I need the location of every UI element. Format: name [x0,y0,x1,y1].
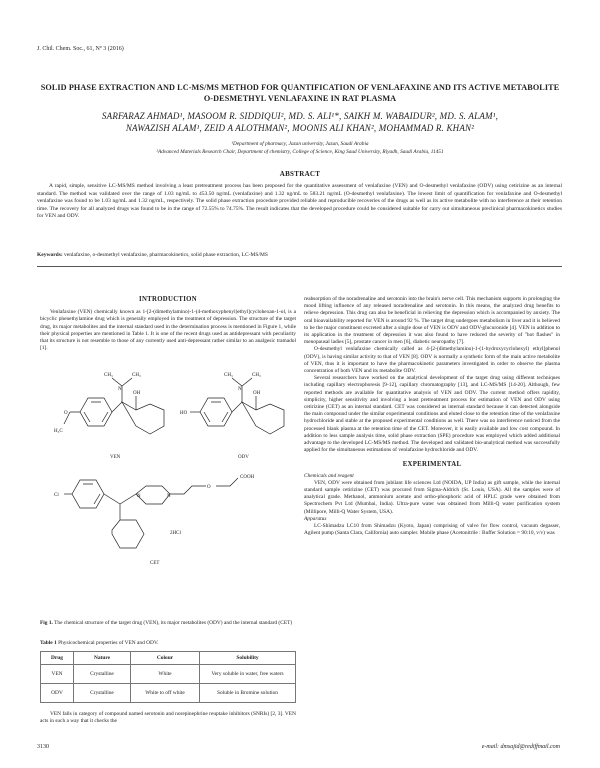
cet-n-label-1: N [137,494,141,499]
odv-n-label: N [238,387,242,392]
odv-label: ODV [238,455,249,460]
table-row [41,665,296,684]
figure-1-caption [40,620,296,627]
table-1 [40,651,296,703]
experimental-heading: EXPERIMENTAL [402,461,462,469]
affiliation-1: ¹Department of pharmacy, Jazan university, Jazan, Saudi Arabia [231,141,369,147]
table-header-cell: Nature [74,652,131,665]
cet-double-bonds-1 [83,484,100,504]
ven-ch3-label-2: CH₃ [104,373,113,378]
odv-ch3-label-2: CH₃ [224,373,233,378]
odv-ch3-label: CH₃ [252,373,261,378]
odv-cyclohexane-ring [242,402,284,434]
keywords-text: venlafaxine, o-desmethyl venlafaxine, pharmacokinetics, solid phase extraction, LC-MS/MS [62,252,268,258]
ven-double-bonds [84,402,108,422]
cet-acid-chain [216,478,238,486]
affiliation-2: ²Advanced Materials Research Chair, Department of chemistry, College of Science, King Saud University, Riyadh, Saudi Arabia, 11451 [156,149,444,155]
cet-o-label: O [207,485,211,490]
introduction-heading: INTRODUCTION [139,296,197,303]
paper-title: SOLID PHASE EXTRACTION AND LC-MS/MS METHOD FOR QUANTIFICATION OF VENLAFAXINE AND ITS ACTIVE METABOLITE O-DESMETHYL VENLAFAXINE IN RAT PLASMA [40,83,560,103]
intro-paragraph-1: Venlafaxine (VEN) chemically known as 1-[2-(dimethylamino)-1-(4-methoxyphenyl)ethyl]cyclohexan-1-ol, is a bicyclic phenethylamine drug which is generally employed in the treatment of depression. The structure of the target drug, its major metabolites and the internal standard used in the determination process is mentioned in Figure 1, while their physical properties are mentioned in Table 1. It is one of the recent drugs used as antidepressant with peculiarity that its structure is not resemble to those of any currently used anti-depressant rather similar to an analgesic tramadol [1]. [40,309,296,352]
cet-ethoxy-chain [170,486,206,494]
odv-ho-label: HO [180,411,188,416]
ven-ch3-label: CH₃ [132,373,141,378]
cet-cl-label: Cl [54,493,59,498]
author-list [40,111,560,134]
table-cell: VEN [41,665,74,684]
table-cell: Very soluble in water, free waters [200,665,296,684]
keywords-label: Keywords: [37,252,63,258]
odv-double-bonds [204,402,228,422]
cet-hcl-label: 2HCl [170,531,181,536]
table-header-cell: Colour [131,652,200,665]
table-cell: Crystalline [74,665,131,684]
ven-o-label: O [64,411,68,416]
keywords [37,252,562,258]
authors-line-2: NAWAZISH ALAM¹, ZEID A ALOTHMAN², MOONIS ALI KHAN², MOHAMMAD R. KHAN² [125,122,475,133]
ven-oh-label: OH [133,391,141,396]
odv-oh-label: OH [253,391,261,396]
apparatus-subheading: Apparatus [304,515,327,522]
table-1-caption [40,640,296,647]
abstract-text: A rapid, simple, sensitive LC-MS/MS method involving a least pretreatment process has been proposed for the quantitative assessment of venlafaxine (VEN) and O-desmethyl venlafaxine (ODV) using cetirizine as an internal standard. The method was validated over the range of 1.03 ng/mL to 453.50 ng/mL (venlafaxine) and 1.32 ng/mL to 583.21 ng/mL (O-desmethyl venlafaxine). The lowest limit of quantification for venlafaxine and O-desmethyl venlafaxine was found to be 1.03 ng/mL and 1.32 ng/mL, respectively. The solid phase extraction procedure provided reliable and reproducible recoveries of the drugs as well as its active metabolite with no interference at their retention time. The recovery for all analyzed drugs was found to be in the range of 72.55% to 74.75%. The result indicates that the developed procedure could be considered suitable for carry out simultaneous preclinical pharmacokinetics studies for VEN and ODV. [37,183,562,219]
ven-amine-chain [112,378,132,412]
cet-cooh-label: COOH [240,475,255,480]
chemicals-subheading: Chemicals and reagent [304,472,354,479]
table-1-caption-text: Physicochemical properties of VEN and ODV. [56,640,159,646]
table-cell: Crystalline [74,684,131,703]
figure-1-structures [40,364,296,664]
cet-benzhydryl [104,494,136,504]
right-paragraph-1: reabsorption of the noradrenaline and serotonin into the brain's nerve cell. This mechanism supports in prolonging the mood lifting influence of any released noradrenaline and serotonin. In this means, the analyzed drug benefits to relieve depression. This drug can also be beneficial in relieving the depression which is accompanied by anxiety. The oral bioavailability reported for VEN is around 92 %. The target drug undergoes metabolism in liver and it is believed to be the major constituent excreted after a single dose of VEN is ODV and ODV-glucuronide [4]. VEN in addition to its application in the treatment of depression it was also found to have reduced the severity of "hot flashes" in menopausal ladies [5], prostate cancer in men [6], diabetic neuropathy [7]. [304,296,560,346]
table-header-row [41,652,296,665]
journal-reference: J. Chil. Chem. Soc., 61, Nº 3 (2016) [37,46,124,52]
right-paragraph-4: VEN, ODV were obtained from jubilant life sciences Ltd (NOIDA, UP India) as gift sample, while the internal standard sample cetirizine (CET) was procured from Sigma-Aldrich (St. Louis, USA). All the samples were of analytical grade. Methanol, ammonium acetate and ortho-phosphoric acid of HPLC grade were obtained from Spectrochem Pvt Ltd (Mumbai, India). Ultra-pure water was obtained from Milli-Q water purification system (Millipore, Milli-Q Water System, USA). [304,479,560,515]
cet-piperazine-ring [136,486,170,504]
table-cell: White to off white [131,684,200,703]
table-cell: ODV [41,684,74,703]
table-1-label: Table 1 [40,640,57,646]
left-column-bottom [40,711,296,725]
figure-1-label: Fig 1. [40,620,53,626]
abstract-heading: ABSTRACT [279,170,321,178]
left-column [40,296,296,352]
odv-amine-chain [232,378,252,412]
table-header-cell: Drug [41,652,74,665]
table-cell: Soluble in Bromine solution [200,684,296,703]
table-header-cell: Solubility [200,652,296,665]
right-column [304,296,560,538]
ven-n-label: N [118,387,122,392]
corresponding-email: e-mail: dmsajid@rediffmail.com [481,744,560,750]
right-paragraph-5: LC-Shimadzu LC10 from Shimadzu (Kyoto, Japan) comprising of valve for flow control, vacuum degasser, Agilent pump (Santa Clara, California) auto sampler. Mobile phase (Acetonitrile : Buffer Solution = 90:10, v/v) was [304,523,560,537]
cet-phenyl-ring [112,520,144,548]
ven-label: VEN [110,455,121,460]
ven-h3c-label: H₃C [54,429,63,434]
right-paragraph-2: O-desmethyl venlafaxine chemically called as 4-[2-(dimethylamino)-1-(1-hydroxycyclohexyl) ethyl]phenol (ODV), is having similar activity to that of VEN [8]. ODV is normally a synthetic form of the main active metabolite of VEN, thus it is important to have the pharmacokinetic parameters investigated in order to observe the plasma concentration of both VEN and its metabolite ODV. [304,346,560,375]
right-paragraph-3: Several researchers have worked on the analytical development of the target drug using different techniques including capillary electrophoresis [9-12], capillary chromatography [13], and LC-MS/MS [14-20]. Although, few reported methods are available for quantitative analysis of VEN and ODV. The current method offers rapidity, simplicity, higher sensitivity and involving a least pretreatment process for estimation of VEN and ODV using cetirizine (CET) as an internal standard. CET was considered as internal standard because it can detected alongside the main compound under the similar experimental conditions and eluted close to the retention time of the venlafaxine hydrochloride and stable at the proposed experimental conditions as well. There was no interference noticed from the processed blank plasma at the retention time of the CET. Moreover, it is easily available and low cost compound. In addition to less sample analysis time, solid phase extraction (SPE) procedure was employed which added additional advantage to the developed LC-MS/MS method. The developed and validated bio-analytical method was successfully applied for the simultaneous estimations of venlafaxine hydrochloride and ODV. [304,375,560,454]
affiliations [40,140,560,156]
table-cell: White [131,665,200,684]
figure-1-caption-text: The chemical structure of the target drug (VEN), its major metabolites (ODV) and the internal standard (CET) [52,620,293,626]
page-number: 3130 [37,744,49,750]
intro-paragraph-2: VEN falls in category of compound named serotonin and norepinephrine reuptake inhibitors (SNRIs) [2, 3]. VEN acts in such a way that it checks the [40,711,296,725]
cet-label: CET [150,561,160,566]
section-divider [37,266,562,267]
ven-cyclohexane-ring [122,402,164,434]
authors-line-1: SARFARAZ AHMAD¹, MASOOM R. SIDDIQUI², MD. S. ALI¹*, SAIKH M. WABAIDUR², MD. S. ALAM¹, [101,111,499,121]
table-row [41,684,296,703]
cet-n-label-2: N [167,494,171,499]
